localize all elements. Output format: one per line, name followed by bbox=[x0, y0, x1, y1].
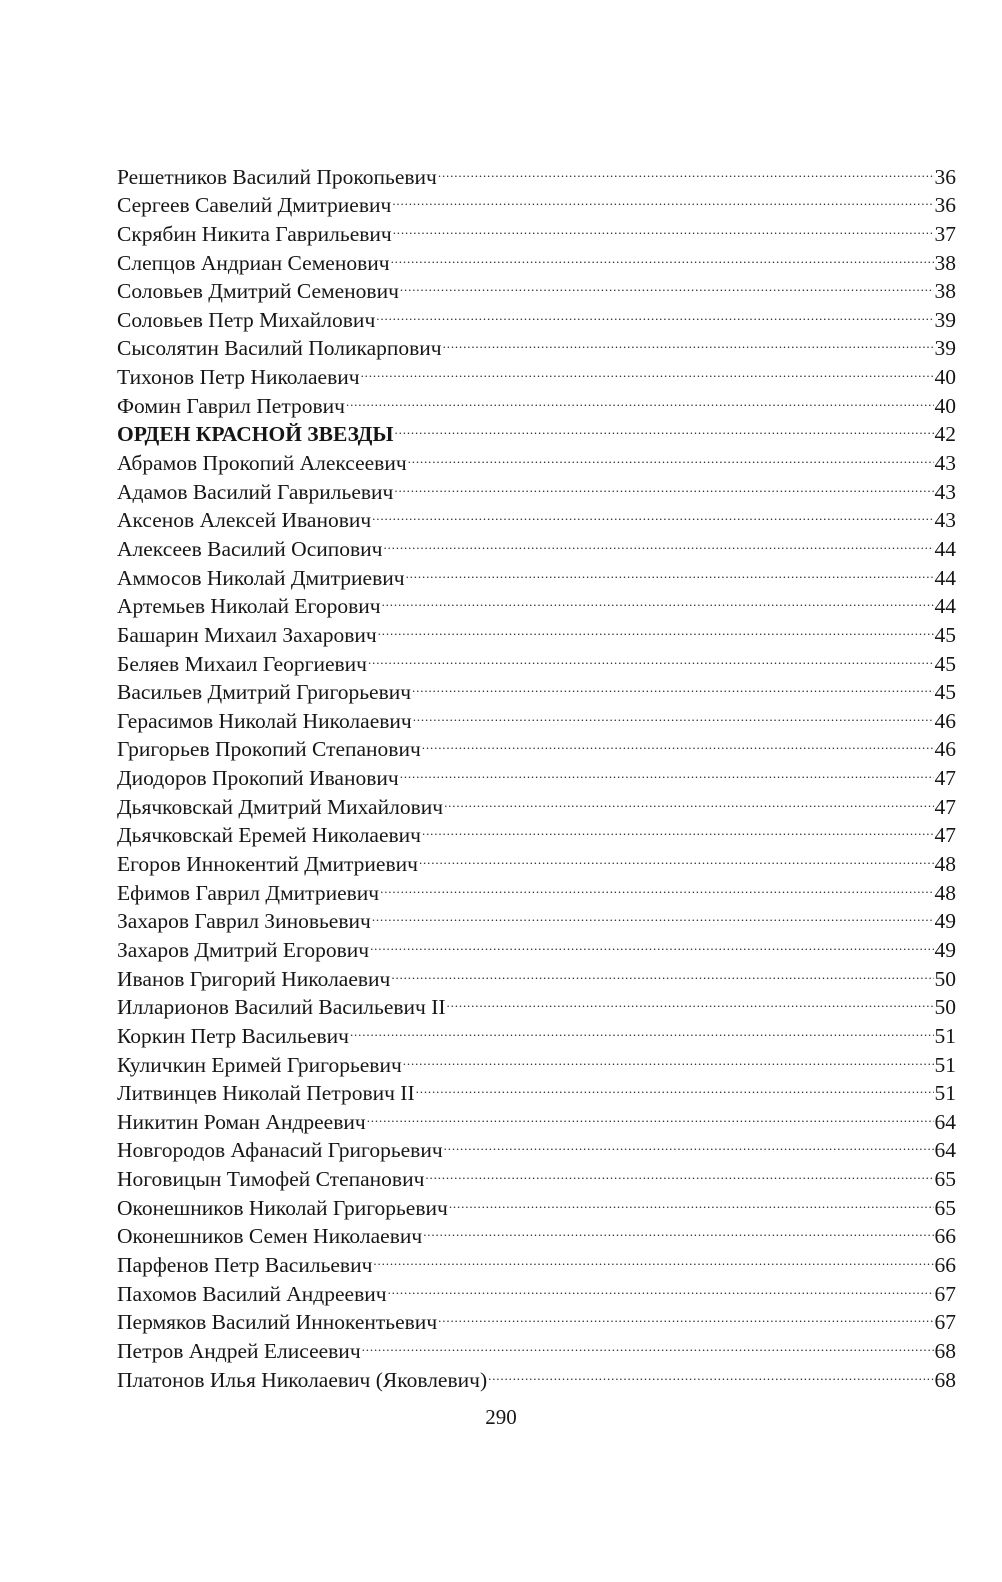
toc-entry-title: Адамов Василий Гаврильевич bbox=[117, 479, 394, 504]
toc-entry-title: Петров Андрей Елисеевич bbox=[117, 1338, 361, 1363]
toc-entry-page: 50 bbox=[934, 966, 956, 991]
toc-entry-page: 68 bbox=[934, 1367, 956, 1392]
toc-entry-title: Илларионов Василий Васильевич II bbox=[117, 995, 446, 1020]
dot-leader bbox=[388, 1272, 934, 1301]
toc-entry-page: 66 bbox=[934, 1252, 956, 1277]
dot-leader bbox=[380, 871, 933, 900]
toc-entry-page: 38 bbox=[934, 279, 956, 304]
dot-leader bbox=[425, 1157, 933, 1186]
toc-entry-page: 46 bbox=[934, 708, 956, 733]
toc-entry-title: Ефимов Гаврил Дмитриевич bbox=[117, 880, 380, 905]
toc-entry-page: 40 bbox=[934, 365, 956, 390]
toc-entry-title: Сергеев Савелий Дмитриевич bbox=[117, 193, 392, 218]
toc-entry-title: Захаров Гаврил Зиновьевич bbox=[117, 909, 371, 934]
toc-entry-page: 38 bbox=[934, 250, 956, 275]
toc-entry-page: 50 bbox=[934, 995, 956, 1020]
toc-entry-page: 47 bbox=[934, 794, 956, 819]
toc-entry-title: Сысолятин Василий Поликарпович bbox=[117, 336, 442, 361]
dot-leader bbox=[413, 699, 934, 728]
toc-entry-page: 40 bbox=[934, 393, 956, 418]
toc-entry-title: Соловьев Петр Михайлович bbox=[117, 307, 376, 332]
toc-entry-title: Алексеев Василий Осипович bbox=[117, 536, 383, 561]
toc-entry-page: 51 bbox=[934, 1023, 956, 1048]
toc-entry-page: 43 bbox=[934, 479, 956, 504]
toc-entry-title: Беляев Михаил Георгиевич bbox=[117, 651, 367, 676]
toc-entry-title: Куличкин Еримей Григорьевич bbox=[117, 1052, 402, 1077]
toc-entry-page: 48 bbox=[934, 852, 956, 877]
toc-entry-page: 64 bbox=[934, 1109, 956, 1134]
toc-entry-page: 45 bbox=[934, 680, 956, 705]
dot-leader bbox=[444, 785, 933, 814]
dot-leader bbox=[408, 441, 934, 470]
toc-entry-page: 42 bbox=[934, 422, 956, 447]
dot-leader bbox=[400, 270, 934, 299]
toc-entry-title: Парфенов Петр Васильевич bbox=[117, 1252, 373, 1277]
dot-leader bbox=[370, 928, 933, 957]
dot-leader bbox=[419, 842, 934, 871]
toc-entry-title: Тихонов Петр Николаевич bbox=[117, 365, 360, 390]
toc-entry-page: 39 bbox=[934, 307, 956, 332]
toc-entry-page: 45 bbox=[934, 622, 956, 647]
toc-entry-page: 65 bbox=[934, 1195, 956, 1220]
toc-entry-title: Соловьев Дмитрий Семенович bbox=[117, 279, 399, 304]
dot-leader bbox=[406, 556, 934, 585]
toc-entry-title: Диодоров Прокопий Иванович bbox=[117, 766, 399, 791]
toc-entry-page: 47 bbox=[934, 823, 956, 848]
toc-entry-title: Егоров Иннокентий Дмитриевич bbox=[117, 852, 418, 877]
dot-leader bbox=[422, 728, 934, 757]
dot-leader bbox=[378, 613, 934, 642]
dot-leader bbox=[393, 212, 934, 241]
toc-entry-title: Фомин Гаврил Петрович bbox=[117, 393, 345, 418]
toc-entry-page: 36 bbox=[934, 193, 956, 218]
dot-leader bbox=[368, 642, 934, 671]
dot-leader bbox=[361, 355, 934, 384]
toc-entry-title: Дьячковскай Дмитрий Михайлович bbox=[117, 794, 444, 819]
toc-entry-page: 44 bbox=[934, 565, 956, 590]
toc-entry-page: 51 bbox=[934, 1081, 956, 1106]
toc-entry-title: Артемьев Николай Егорович bbox=[117, 594, 381, 619]
dot-leader bbox=[449, 1186, 934, 1215]
dot-leader bbox=[373, 1243, 933, 1272]
dot-leader bbox=[400, 756, 934, 785]
dot-leader bbox=[367, 1100, 934, 1129]
toc-entry-page: 67 bbox=[934, 1310, 956, 1335]
toc-entry-title: Пермяков Василий Иннокентьевич bbox=[117, 1310, 438, 1335]
dot-leader bbox=[362, 1329, 934, 1358]
toc-entry-title: Аммосов Николай Дмитриевич bbox=[117, 565, 405, 590]
toc-entry-title: Скрябин Никита Гаврильевич bbox=[117, 221, 392, 246]
toc-entry-title: ОРДЕН КРАСНОЙ ЗВЕЗДЫ bbox=[117, 422, 394, 447]
dot-leader bbox=[395, 413, 934, 442]
dot-leader bbox=[443, 327, 934, 356]
toc-entry-page: 43 bbox=[934, 508, 956, 533]
table-of-contents bbox=[117, 155, 956, 1392]
toc-entry-page: 36 bbox=[934, 164, 956, 189]
dot-leader bbox=[488, 1358, 933, 1387]
toc-entry-page: 44 bbox=[934, 594, 956, 619]
dot-leader bbox=[346, 384, 934, 413]
dot-leader bbox=[372, 499, 933, 528]
toc-entry-title: Абрамов Прокопий Алексеевич bbox=[117, 451, 407, 476]
dot-leader bbox=[412, 671, 933, 700]
dot-leader bbox=[372, 900, 934, 929]
toc-entry-page: 47 bbox=[934, 766, 956, 791]
toc-entry-title: Васильев Дмитрий Григорьевич bbox=[117, 680, 412, 705]
toc-entry-title: Григорьев Прокопий Степанович bbox=[117, 737, 421, 762]
toc-entry bbox=[117, 155, 956, 189]
dot-leader bbox=[416, 1072, 934, 1101]
toc-entry-title: Платонов Илья Николаевич (Яковлевич) bbox=[117, 1367, 488, 1392]
page-number: 290 bbox=[485, 1405, 517, 1429]
toc-entry-title: Оконешников Николай Григорьевич bbox=[117, 1195, 448, 1220]
dot-leader bbox=[422, 814, 934, 843]
toc-entry-page: 64 bbox=[934, 1138, 956, 1163]
dot-leader bbox=[438, 155, 934, 184]
toc-entry-title: Пахомов Василий Андреевич bbox=[117, 1281, 387, 1306]
toc-entry-page: 66 bbox=[934, 1224, 956, 1249]
dot-leader bbox=[423, 1215, 933, 1244]
dot-leader bbox=[392, 184, 933, 213]
toc-entry-title: Решетников Василий Прокопьевич bbox=[117, 164, 437, 189]
toc-entry-title: Иванов Григорий Николаевич bbox=[117, 966, 391, 991]
toc-entry-title: Новгородов Афанасий Григорьевич bbox=[117, 1138, 443, 1163]
toc-entry-title: Слепцов Андриан Семенович bbox=[117, 250, 390, 275]
dot-leader bbox=[350, 1014, 934, 1043]
toc-entry-page: 44 bbox=[934, 536, 956, 561]
dot-leader bbox=[438, 1301, 933, 1330]
toc-entry-page: 68 bbox=[934, 1338, 956, 1363]
dot-leader bbox=[394, 470, 933, 499]
dot-leader bbox=[444, 1129, 934, 1158]
dot-leader bbox=[383, 527, 933, 556]
toc-entry-title: Никитин Роман Андреевич bbox=[117, 1109, 366, 1134]
toc-entry-title: Коркин Петр Васильевич bbox=[117, 1023, 349, 1048]
dot-leader bbox=[447, 986, 934, 1015]
toc-entry-title: Литвинцев Николай Петрович II bbox=[117, 1081, 415, 1106]
toc-entry-page: 67 bbox=[934, 1281, 956, 1306]
toc-entry-title: Герасимов Николай Николаевич bbox=[117, 708, 412, 733]
toc-entry-page: 48 bbox=[934, 880, 956, 905]
dot-leader bbox=[376, 298, 933, 327]
toc-entry-page: 37 bbox=[934, 221, 956, 246]
toc-entry-title: Оконешников Семен Николаевич bbox=[117, 1224, 423, 1249]
toc-entry-title: Дьячковскай Еремей Николаевич bbox=[117, 823, 421, 848]
toc-entry-page: 45 bbox=[934, 651, 956, 676]
toc-entry-title: Захаров Дмитрий Егорович bbox=[117, 937, 370, 962]
toc-entry-title: Ноговицын Тимофей Степанович bbox=[117, 1167, 425, 1192]
toc-entry-page: 49 bbox=[934, 909, 956, 934]
toc-entry-title: Башарин Михаил Захарович bbox=[117, 622, 377, 647]
toc-entry-page: 46 bbox=[934, 737, 956, 762]
toc-entry-page: 51 bbox=[934, 1052, 956, 1077]
dot-leader bbox=[391, 957, 933, 986]
toc-entry-page: 39 bbox=[934, 336, 956, 361]
toc-entry-page: 49 bbox=[934, 937, 956, 962]
dot-leader bbox=[403, 1043, 934, 1072]
toc-entry-title: Аксенов Алексей Иванович bbox=[117, 508, 372, 533]
toc-entry-page: 65 bbox=[934, 1167, 956, 1192]
dot-leader bbox=[382, 585, 934, 614]
toc-entry-page: 43 bbox=[934, 451, 956, 476]
dot-leader bbox=[391, 241, 934, 270]
